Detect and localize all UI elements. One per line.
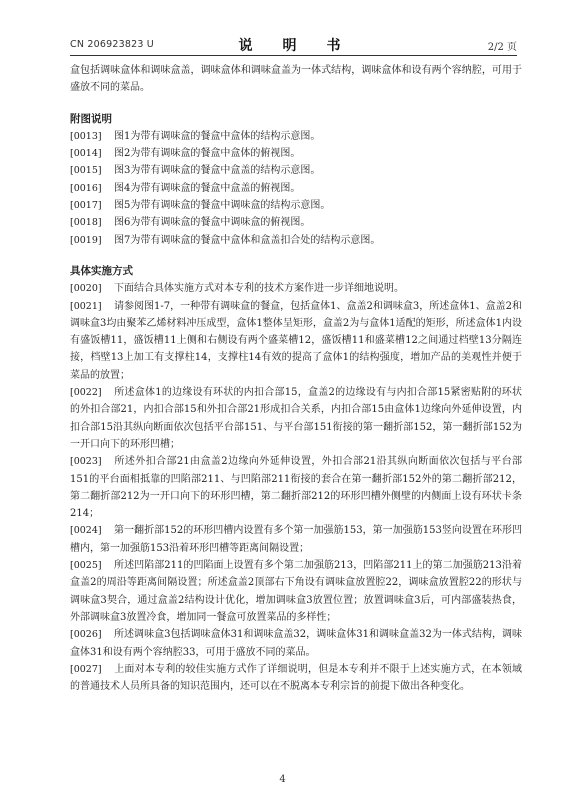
paragraph-number: [0014]: [70, 148, 102, 160]
figure-item: [70, 145, 522, 162]
paragraph-text: 所述凹陷部211的凹陷面上设置有多个第二加强筋213，凹陷部211上的第二加强筋213沿着盒盖2的周沿等距离间隔设置；所述盒盖2顶部右下角设有调味盒放置腔22，调味盒放置腔22的形状与调味盒3契合，通过盒盖2结构设计优化，增加调味盒3放置位置；放置调味盒3后，可内部盛装热食，外部调味盒3放置冷食，增加同一餐盒可放置菜品的多样性；: [70, 560, 522, 623]
paragraph-number: [0023]: [70, 456, 102, 468]
figure-text: 图3为带有调味盒的餐盒中盒盖的结构示意图。: [114, 165, 321, 177]
paragraph-number: [0018]: [70, 217, 102, 229]
page-count: 2/2 页: [487, 42, 517, 53]
paragraph-number: [0025]: [70, 560, 102, 572]
paragraph-text: 所述调味盒3包括调味盒体31和调味盒盖32，调味盒体31和调味盒盖32为一体式结构，调味盒体31和设有两个容纳腔33，可用于盛放不同的菜品。: [70, 629, 522, 658]
paragraph-number: [0024]: [70, 525, 102, 537]
figure-item: [70, 214, 522, 231]
paragraph-number: [0027]: [70, 663, 102, 675]
page-title: 说 明 书: [238, 38, 349, 54]
paragraph: [70, 280, 522, 297]
paragraph-number: [0026]: [70, 629, 102, 641]
figure-text: 图1为带有调味盒的餐盒中盒体的结构示意图。: [114, 130, 321, 142]
figure-text: 图7为带有调味盒的餐盒中盒体和盒盖扣合处的结构示意图。: [114, 234, 381, 246]
intro-paragraph: 盒包括调味盒体和调味盒盖，调味盒体和调味盒盖为一体式结构，调味盒体和设有两个容纳腔，可用于盛放不同的菜品。: [70, 65, 522, 94]
paragraph: [70, 298, 522, 384]
paragraph-text: 所述盒体1的边缘设有环状的内扣合部15，盒盖2的边缘设有与内扣合部15紧密贴附的环状的外扣合部21，内扣合部15和外扣合部21形成扣合关系，内扣合部15由盒体1边缘向外延伸设置，内扣合部15沿其纵向断面依次包括平台部151、与平台部151衔接的第一翻折部152，第一翻折部152为一开口向下的环形凹槽；: [70, 387, 522, 450]
paragraph-number: [0016]: [70, 182, 102, 194]
paragraph: [70, 661, 522, 696]
embodiment-heading: 具体实施方式: [70, 264, 133, 277]
document-body: [70, 62, 522, 695]
figure-item: [70, 128, 522, 145]
figure-text: 图4为带有调味盒的餐盒中盒盖的俯视图。: [114, 182, 301, 194]
embodiment-section: [70, 263, 522, 695]
paragraph-text: 所述外扣合部21由盒盖2边缘向外延伸设置，外扣合部21沿其纵向断面依次包括与平台部151的平台面相抵靠的凹陷部211、与凹陷部211衔接的套合在第一翻折部152外的第二翻折部212，第二翻折部212为一开口向下的环形凹槽，第二翻折部212的环形凹槽外侧壁的内侧面上设有环状卡条214；: [70, 456, 522, 520]
page-number: 4: [279, 774, 286, 785]
paragraph: [70, 522, 522, 557]
paragraph-number: [0019]: [70, 234, 102, 246]
figure-text: 图2为带有调味盒的餐盒中盒体的俯视图。: [114, 148, 301, 160]
figures-heading: 附图说明: [70, 112, 112, 125]
paragraph-number: [0013]: [70, 130, 102, 142]
paragraph-text: 第一翻折部152的环形凹槽内设置有多个第一加强筋153，第一加强筋153竖向设置在环形凹槽内，第一加强筋153沿着环形凹槽等距离间隔设置；: [70, 525, 522, 554]
paragraph-text: 下面结合具体实施方式对本专利的技术方案作进一步详细地说明。: [114, 283, 404, 295]
paragraph-number: [0022]: [70, 387, 102, 399]
paragraph: [70, 626, 522, 661]
paragraph-number: [0021]: [70, 300, 102, 312]
paragraph: [70, 453, 522, 522]
figure-item: [70, 197, 522, 214]
paragraph-text: 请参阅图1-7，一种带有调味盒的餐盒，包括盒体1、盒盖2和调味盒3，所述盒体1、盒盖2和调味盒3均由聚苯乙烯材料冲压成型，盒体1整体呈矩形，盒盖2为与盒体1适配的矩形，所述盒体1内设有盛饭槽11，盛饭槽11上侧和右侧设有两个盛菜槽12，盛饭槽11和盛菜槽12之间通过档壁13分隔连接，档壁13上加工有支撑柱14，支撑柱14有效的提高了盒体1的结构强度，增加产品的美观性并便于菜品的放置；: [70, 300, 522, 381]
paragraph: [70, 557, 522, 626]
figure-item: [70, 232, 522, 249]
page-header: [70, 35, 517, 56]
paragraph: [70, 384, 522, 453]
figure-item: [70, 162, 522, 179]
figure-text: 图5为带有调味盒的餐盒中调味盒的结构示意图。: [114, 200, 331, 212]
figures-section: [70, 111, 522, 249]
figure-item: [70, 180, 522, 197]
doc-number: CN 206923823 U: [70, 39, 154, 50]
figure-text: 图6为带有调味盒的餐盒中调味盒的俯视图。: [114, 217, 311, 229]
paragraph-number: [0015]: [70, 165, 102, 177]
paragraph-number: [0020]: [70, 283, 102, 295]
paragraph-number: [0017]: [70, 200, 102, 212]
paragraph-text: 上面对本专利的较佳实施方式作了详细说明，但是本专利并不限于上述实施方式，在本领域的普通技术人员所具备的知识范围内，还可以在不脱离本专利宗旨的前提下做出各种变化。: [70, 663, 522, 693]
